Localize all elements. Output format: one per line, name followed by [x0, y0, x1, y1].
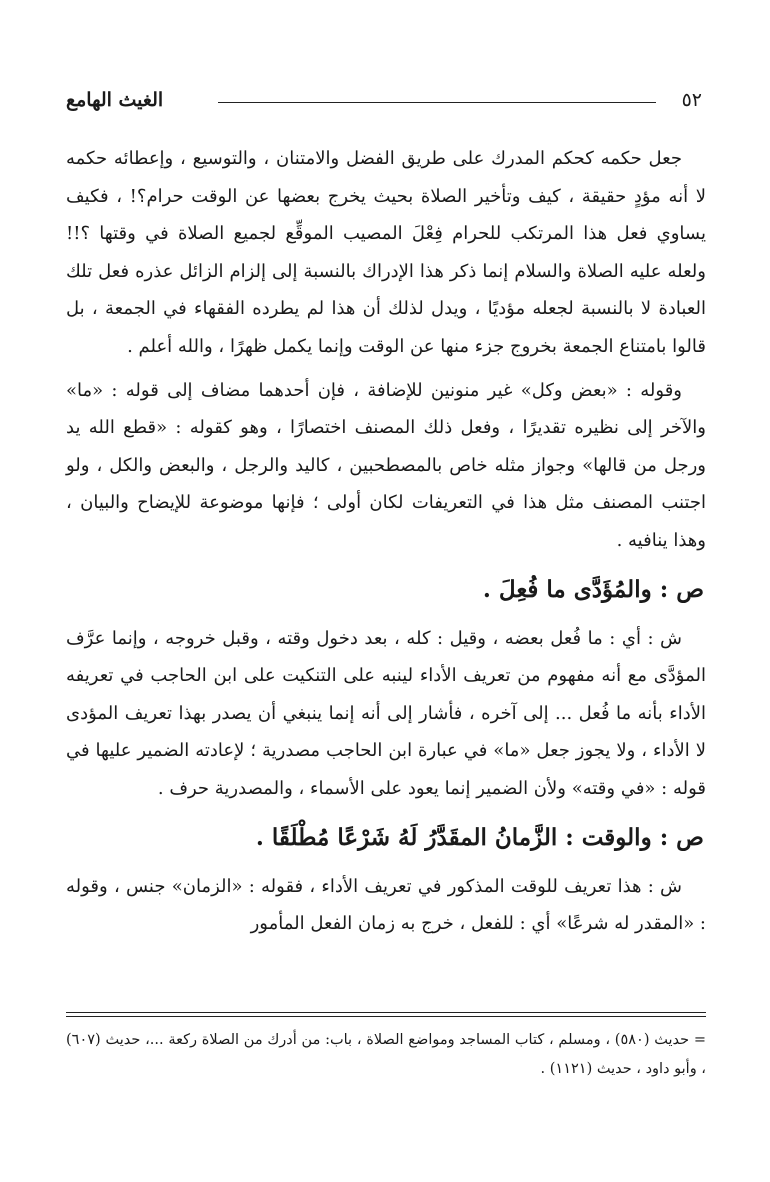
- footnote-separator: [66, 1012, 706, 1013]
- header-rule: [218, 102, 656, 103]
- paragraph-commentary-1: جعل حكمه كحكم المدرك على طريق الفضل والامتنان ، والتوسيع ، وإعطائه حكمه لا أنه مؤدٍ حقيقة ، كيف وتأخير الصلاة بحيث يخرج بعضها عن الوقت حرام؟! ، فكيف يساوي فعل هذا المرتكب للحرام فِعْلَ المصيب الموقِّع لجميع الصلاة في وقتها ؟!! ولعله عليه الصلاة والسلام إنما ذكر هذا الإدراك بالنسبة إلى إلزام الزائل عذره فعل تلك العبادة لا بالنسبة لجعله مؤديًا ، ويدل لذلك أن هذا لم يطرده الفقهاء في الجمعة ، بل قالوا بامتناع الجمعة بخروج جزء منها عن الوقت وإنما يكمل ظهرًا ، والله أعلم .: [66, 148, 706, 357]
- matn-heading-waqt: ص : والوقت : الزَّمانُ المقَدَّرُ لَهُ شَرْعًا مُطْلَقًا .: [255, 823, 704, 851]
- matn-heading-muadda: ص : والمُؤَدَّى ما فُعِلَ .: [482, 575, 704, 603]
- footnote-separator-double: [66, 1016, 706, 1017]
- paragraph-commentary-2: وقوله : «بعض وكل» غير منونين للإضافة ، فإن أحدهما مضاف إلى قوله : «ما» والآخر إلى نظيره تقديرًا ، وفعل ذلك المصنف اختصارًا ، وهو كقوله : «قطع الله يد ورجل من قالها» وجواز مثله خاص بالمصطحبين ، كاليد والرجل ، والبعض والكل ، ولو اجتنب المصنف مثل هذا في التعريفات لكان أولى ؛ فإنها موضوعة للإيضاح والبيان ، وهذا ينافيه .: [66, 379, 706, 551]
- page-body: [66, 140, 706, 943]
- running-header: [66, 86, 702, 116]
- sharh-waqt: ش : هذا تعريف للوقت المذكور في تعريف الأداء ، فقوله : «الزمان» جنس ، وقوله : «المقدر له شرعًا» أي : للفعل ، خرج به زمان الفعل المأمور: [66, 875, 706, 935]
- page-number: ٥٢: [681, 89, 702, 111]
- footnote: = حديث (٥٨٠) ، ومسلم ، كتاب المساجد ومواضع الصلاة ، باب: من أدرك من الصلاة ركعة ...، حديث (٦٠٧) ، وأبو داود ، حديث (١١٢١) .: [66, 1032, 706, 1077]
- sharh-muadda: ش : أي : ما فُعل بعضه ، وقيل : كله ، بعد دخول وقته ، وقبل خروجه ، وإنما عرَّف المؤدَّى مع أنه مفهوم من تعريف الأداء لينبه على التنكيت على ابن الحاجب في تعريفه الأداء بأنه ما فُعل ... إلى آخره ، فأشار إلى أنه إنما ينبغي أن يصدر بهذا تعريف المؤدى لا الأداء ، ولا يجوز جعل «ما» في عبارة ابن الحاجب مصدرية ؛ لإعادته الضمير عليها في قوله : «في وقته» ولأن الضمير إنما يعود على الأسماء ، والمصدرية حرف .: [66, 627, 706, 799]
- book-title: الغيث الهامع: [66, 89, 164, 111]
